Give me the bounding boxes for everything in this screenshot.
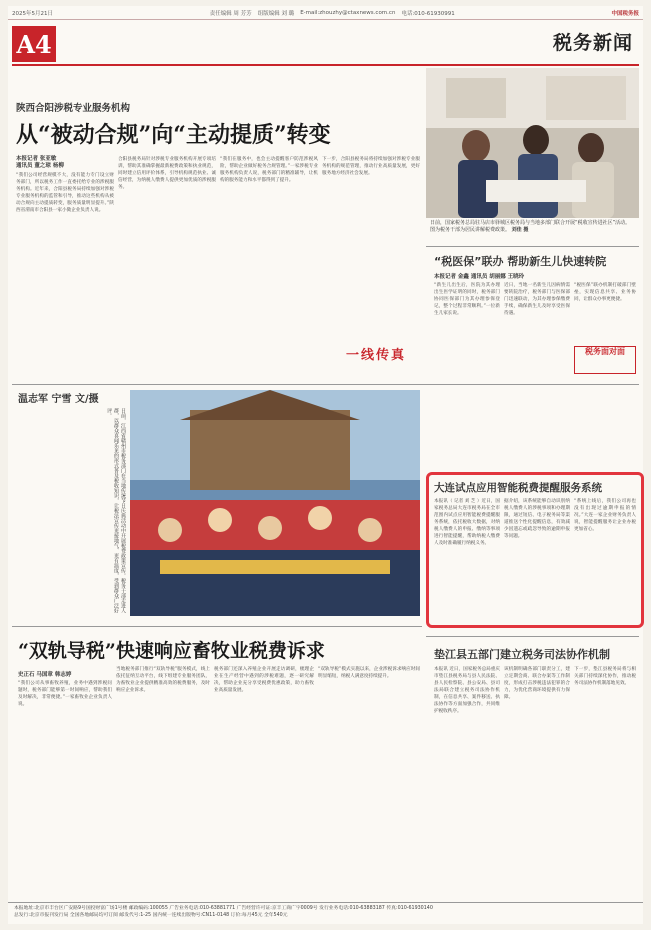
photo-story-kicker [18, 390, 99, 405]
rule [426, 636, 639, 637]
festival-illustration [130, 390, 420, 616]
photo-illustration [426, 68, 639, 218]
photo-caption: 日前，国家税务总局驻马店市驿城区税务局与当地多部门联合开展“税收宣传进社区”活动。图为税务干部为居民讲解税费政策。 刘佳 摄 [430, 220, 631, 233]
photo-credit: 刘佳 摄 [511, 227, 529, 233]
faceoff-logo-text: 税务面对面 [585, 347, 625, 356]
story1-col2: 合阳县税务局针对涉税专业服务机构开展专项培训，帮助其准确掌握最新税费政策和执业规范，同时建立信用评价体系，引导机构规范执业、诚信经营，为纳税人缴费人提供更加优质的涉税服务。 [118, 157, 216, 190]
story1-kicker: 陕西合阳涉税专业服务机构 [16, 103, 131, 114]
story6-col2: 当地税务部门推行“双轨导税”服务模式，线上依托征纳互动平台，线下组建专业服务团队，为畜牧业企业提供精准高效的税费服务，及时响应企业诉求。 [116, 667, 210, 693]
rule [12, 626, 422, 627]
story4-kicker: 大连试点应用智能税费提醒服务系统 [434, 482, 602, 494]
story3-byline: 本报记者 金鑫 通讯员 胡丽娜 王晓玲 [434, 274, 525, 280]
paper-name: 中国税务报 [611, 10, 639, 17]
faceoff-logo [574, 346, 636, 374]
editor-phone: 电话:010-61930991 [401, 10, 455, 17]
story6-col4: “双轨导税”模式实施以来，企业涉税诉求响应时间明显缩短，纳税人满意度持续提升。 [318, 667, 420, 679]
editor-email: E-mail:zhouzhy@ctaxnews.com.cn [300, 9, 396, 16]
story3-col1: “新生儿出生后，医院为其办理出生医学证明的同时，税务部门协同医保部门为其办理参保登记，整个过程非常顺利。”一位新生儿家长说。 [434, 283, 500, 316]
footer-line1: 本报地址:北京市丰台区广安路9号国投财富广场1号楼 邮政编码:100055 广告业务电话:010-63881771 广告经营许可证:京丰工商广字0009号 发行业务电话:010-63883187 传真:010-61930140 [14, 906, 433, 911]
editor-credit: 责任编辑 周 芳芳 [209, 10, 252, 17]
top-header-bar [8, 6, 643, 20]
story1-col1: “我们公司经营规模不大，没有能力专门设立财务部门，所以税务工作一直委托给专业的涉税服务机构。近年来，合阳县税务局持续加强对涉税专业服务机构的监管和引导，推动这些机构从被动合规向主动提质转变，服务质量明显提升。”陕西省渭南市合阳县一家小微企业负责人说。 [16, 173, 114, 213]
section-title: 税务新闻 [552, 32, 633, 54]
story6-col3: 税务部门还深入养殖企业开展走访调研，梳理企业在生产经营中遇到的涉税难题，逐一研究解决，帮助企业充分享受税费优惠政策，助力畜牧业高质量发展。 [214, 667, 314, 693]
story6-col1: “我们公司从事畜牧养殖，业务中遇到涉税问题时，税务部门能够第一时间响应，帮助我们及时解决，非常便捷。”一家畜牧业企业负责人说。 [18, 681, 112, 707]
issue-date: 2025年5月21日 [12, 10, 53, 17]
story3-kicker: “税医保”联办 帮助新生儿快速转院 [434, 255, 607, 268]
story1-byline: 本报记者 张亚敏 通讯员 董之琼 杨柳 [16, 156, 64, 169]
story5-col3: 下一步，垫江县税务局将与相关部门持续深化协作，推动税务司法协作机制落地见效。 [574, 667, 636, 686]
story4-col2: 据介绍，该系统能够自动识别纳税人缴费人的涉税事项和办理期限，通过短信、电子税务局等渠道推送个性化提醒信息，有效减少因遗忘或疏忽导致的逾期申报等问题。 [504, 499, 570, 539]
story1-col4: 下一步，合阳县税务局将持续加强对涉税专业服务机构的规范管理，推动行业高质量发展，更好服务地方经济社会发展。 [322, 157, 420, 176]
story5-kicker: 垫江县五部门建立税务司法协作机制 [434, 648, 610, 661]
story3-col3: “税医保”联办机制打破部门壁垒，实现信息共享、业务协同，让群众办事更便捷。 [574, 283, 636, 302]
footer-bar [8, 902, 643, 924]
section-rule [12, 64, 639, 66]
story5-col1: 本报讯 近日，国家税务总局重庆市垫江县税务局与县人民法院、县人民检察院、县公安局、县司法局联合建立税务司法协作机制，在信息共享、案件移送、执法协作等方面加强合作，共同维护税收秩序。 [434, 667, 500, 714]
column-logo-text: 一线传真 [346, 348, 407, 363]
rule [426, 246, 639, 247]
story3-col2: 近日，当地一名新生儿因病情需要转院治疗，税务部门与医保部门迅速联动，为其办理参保缴费手续，确保新生儿及时享受医保待遇。 [504, 283, 570, 316]
newspaper-page [8, 6, 643, 924]
photo-story-text: 日前，江西省赣州市税务部门在当地传统节日庆典活动中开展税费政策宣传。税务干部走进人群，以群众喜闻乐见的形式普及税收知识，让税法宣传更接地气、更有温度，受到群众广泛好评。 [106, 408, 126, 613]
column-logo [346, 344, 406, 363]
story4-col1: 本报讯（ 记者 刘 芝 ）近日，国家税务总局大连市税务局在全市范围内试点应用智能税费提醒服务系统，依托税收大数据，对纳税人缴费人的申报、缴纳等事项进行智能提醒，帮助纳税人缴费人及时准确履行纳税义务。 [434, 499, 500, 546]
story1-col3: “我们在服务中，也会主动提醒客户防范涉税风险，帮助企业做好税务合规管理。”一家涉税专业服务机构负责人说，税务部门的精准辅导，让机构的服务能力和水平都得到了提升。 [220, 157, 318, 183]
story5-col2: 该机制明确各部门职责分工，建立定期会商、联合办案等工作制度，形成打击涉税违法犯罪的合力，为优化营商环境提供有力保障。 [504, 667, 570, 700]
photo-festival [130, 390, 420, 616]
photo-story-credit: 温志军 宁雪 文/摄 [18, 394, 99, 405]
rule [12, 384, 639, 385]
story6-byline: 史正石 马国章 韩志婷 [18, 672, 72, 678]
story6-headline: “双轨导税”快速响应畜牧业税费诉求 [18, 640, 325, 662]
footer-line2: 总发行:北京市报刊发行局 全国各地邮局均可订阅 邮发代号:1-25 国内统一连续出版物号:CN11-0148 订价:每月45元 全年540元 [14, 913, 288, 918]
story1-headline: 从“被动合规”向“主动提质”转变 [16, 122, 331, 148]
photo-tax-staff [426, 68, 639, 218]
page-folio: A4 [12, 26, 56, 62]
designer-credit: 组版编辑 刘 璐 [257, 10, 295, 17]
story4-col3: “系统上线后，我们公司再也没有出现过逾期申报的情况。”大连一家企业财务负责人说，智能提醒服务让企业办税更加省心。 [574, 499, 636, 532]
